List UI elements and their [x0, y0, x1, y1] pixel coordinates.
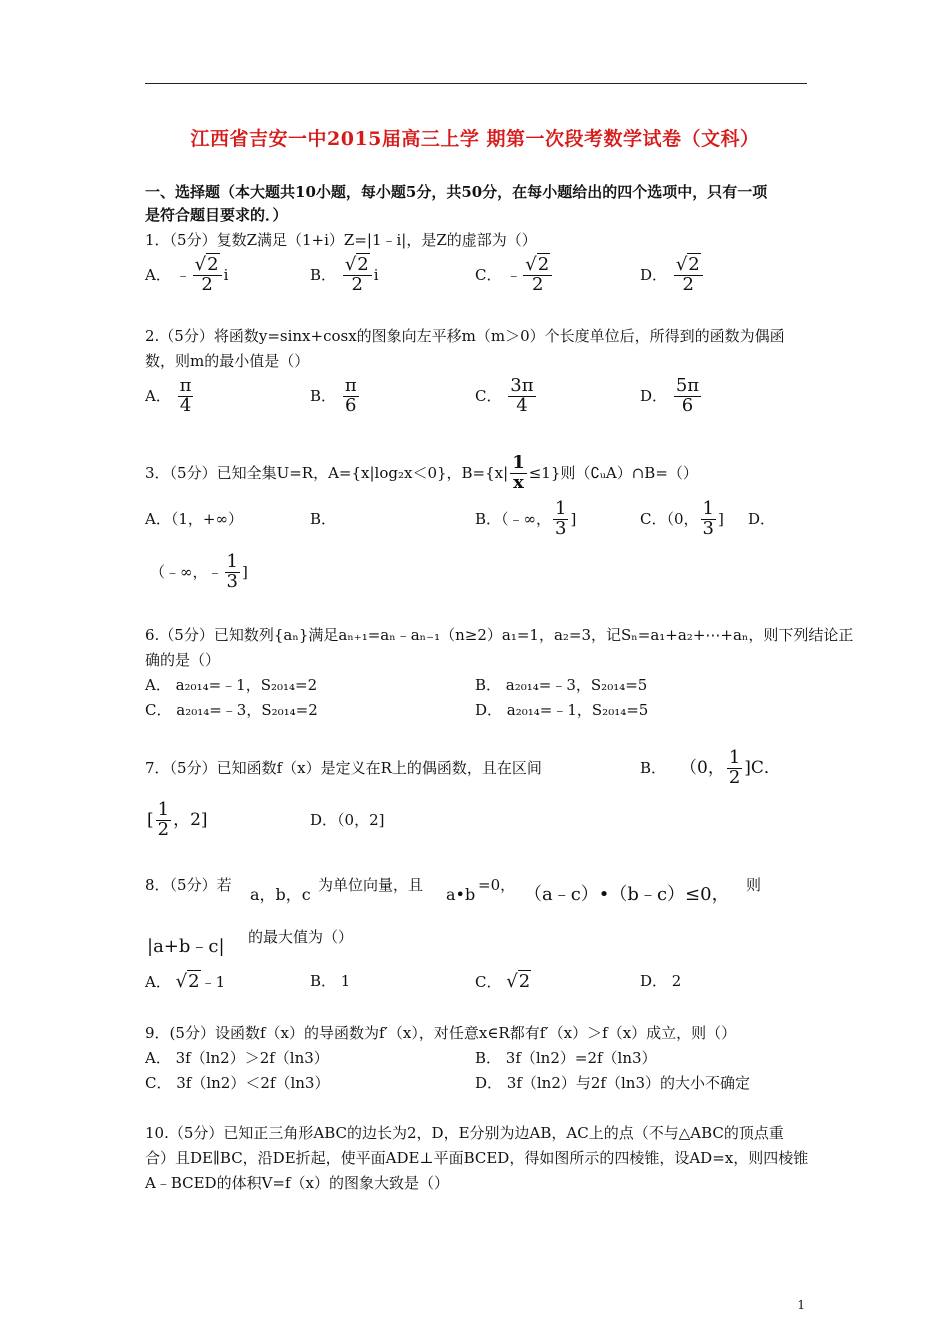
q9-stem: 9．(5分）设函数f（x）的导函数为f′（x），对任意x∈R都有f′（x）＞f（x）成立，则（） — [145, 1024, 737, 1042]
section-heading-line2: 是符合题目要求的．） — [145, 206, 288, 224]
q8-vectors: a，b，c — [250, 885, 311, 904]
q3-option-a: A．（1，+∞） — [145, 510, 243, 528]
q6-option-c: C． a₂₀₁₄=﹣3，S₂₀₁₄=2 — [145, 701, 318, 719]
q3-option-b-label: B． — [310, 510, 337, 528]
q8-unit-text: 为单位向量，且 — [318, 876, 424, 894]
q6-option-b: B． a₂₀₁₄=﹣3，S₂₀₁₄=5 — [475, 676, 648, 694]
q10-stem-line1: 10.（5分）已知正三角形ABC的边长为2，D，E分别为边AB，AC上的点（不与△ABC的顶点重 — [145, 1124, 784, 1142]
exam-title: 江西省吉安一中2015届高三上学 期第一次段考数学试卷（文科） — [190, 128, 760, 150]
q3-option-b: B．（﹣∞， $\frac{1}{3}$ ] — [475, 497, 577, 539]
q10-stem-line2: 合）且DE∥BC，沿DE折起，使平面ADE⊥平面BCED，得如图所示的四棱锥，设AD=x，则四棱锥 — [145, 1149, 809, 1167]
q7-option-d: D．（0，2] — [310, 811, 385, 829]
q1-stem: 1．（5分）复数Z满足（1+i）Z=|1﹣i|，是Z的虚部为（） — [145, 231, 537, 249]
q2-option-a: A． $\frac{\pi}{4}$ — [145, 374, 192, 416]
q8-option-b: B． 1 — [310, 972, 351, 990]
q1-option-a: A． ﹣ $\frac{√2}{2}$ i — [145, 253, 229, 295]
q2-option-d: D． $\frac{5\pi}{6}$ — [640, 374, 700, 416]
q8-option-c: C． √2 — [475, 971, 531, 992]
q6-option-d: D． a₂₀₁₄=﹣1，S₂₀₁₄=5 — [475, 701, 649, 719]
q2-stem-line2: 数，则m的最小值是（） — [145, 352, 310, 370]
q2-option-c: C． $\frac{3\pi}{4}$ — [475, 374, 534, 416]
q8-then: 则 — [746, 876, 762, 894]
q2-option-b: B． $\frac{\pi}{6}$ — [310, 374, 357, 416]
q1-option-b: B． $\frac{√2}{2}$ i — [310, 253, 379, 295]
q3-option-c: C．（0， $\frac{1}{3}$ ] — [640, 497, 724, 539]
q8-dot-product: a•b — [446, 885, 476, 904]
page-number: 1 — [797, 1298, 805, 1312]
q7-option-c: [ $\frac{1}{2}$ ，2] — [147, 798, 208, 840]
q7-option-b-label: B． — [640, 759, 667, 777]
q8-max-text: 的最大值为（） — [248, 928, 354, 946]
section-heading-line1: 一、选择题（本大题共10小题，每小题5分，共50分，在每小题给出的四个选项中，只有一项 — [145, 183, 768, 201]
q8-equals-zero: =0， — [478, 876, 516, 894]
q9-option-d: D． 3f（ln2）与2f（ln3）的大小不确定 — [475, 1074, 750, 1092]
q3-option-d-label: D． — [748, 510, 776, 528]
q2-stem-line1: 2.（5分）将函数y=sinx+cosx的图象向左平移m（m＞0）个长度单位后，所得到的函数为偶函 — [145, 327, 785, 345]
q10-stem-line3: A﹣BCED的体积V=f（x）的图象大致是（） — [145, 1174, 450, 1192]
q6-option-a: A． a₂₀₁₄=﹣1，S₂₀₁₄=2 — [145, 676, 318, 694]
q7-stem: 7．（5分）已知函数f（x）是定义在R上的偶函数，且在区间 — [145, 759, 542, 777]
q9-option-a: A． 3f（ln2）＞2f（ln3） — [145, 1049, 329, 1067]
q9-option-b: B． 3f（ln2）=2f（ln3） — [475, 1049, 657, 1067]
q8-stem: 8．（5分）若 — [145, 876, 232, 894]
q9-option-c: C． 3f（ln2）＜2f（ln3） — [145, 1074, 330, 1092]
q3-stem: 3．（5分）已知全集U=R，A={x|log₂x＜0}，B={x| $\frac{1}{x}$ ≤1}则（∁ᵤA）∩B=（） — [145, 451, 698, 493]
q8-option-a: A． √2 ﹣1 — [145, 971, 226, 992]
q8-inequality: （a﹣c）•（b﹣c）≤0， — [524, 884, 730, 905]
q3-option-d: （﹣∞，﹣ $\frac{1}{3}$ ] — [150, 550, 248, 592]
q6-stem-line2: 确的是（） — [145, 651, 221, 669]
q7-option-b: （0， $\frac{1}{2}$ ]C． — [680, 746, 781, 788]
q1-option-c: C． ﹣ $\frac{√2}{2}$ — [475, 252, 554, 298]
header-rule — [145, 83, 807, 84]
q6-stem-line1: 6.（5分）已知数列{aₙ}满足aₙ₊₁=aₙ﹣aₙ₋₁（n≥2）a₁=1，a₂=3，记Sₙ=a₁+a₂+⋯+aₙ，则下列结论正 — [145, 626, 854, 644]
q1-option-d: D． $\frac{√2}{2}$ — [640, 252, 705, 298]
q8-option-d: D． 2 — [640, 972, 682, 990]
q8-abs-expression: |a+b﹣c| — [147, 936, 225, 957]
